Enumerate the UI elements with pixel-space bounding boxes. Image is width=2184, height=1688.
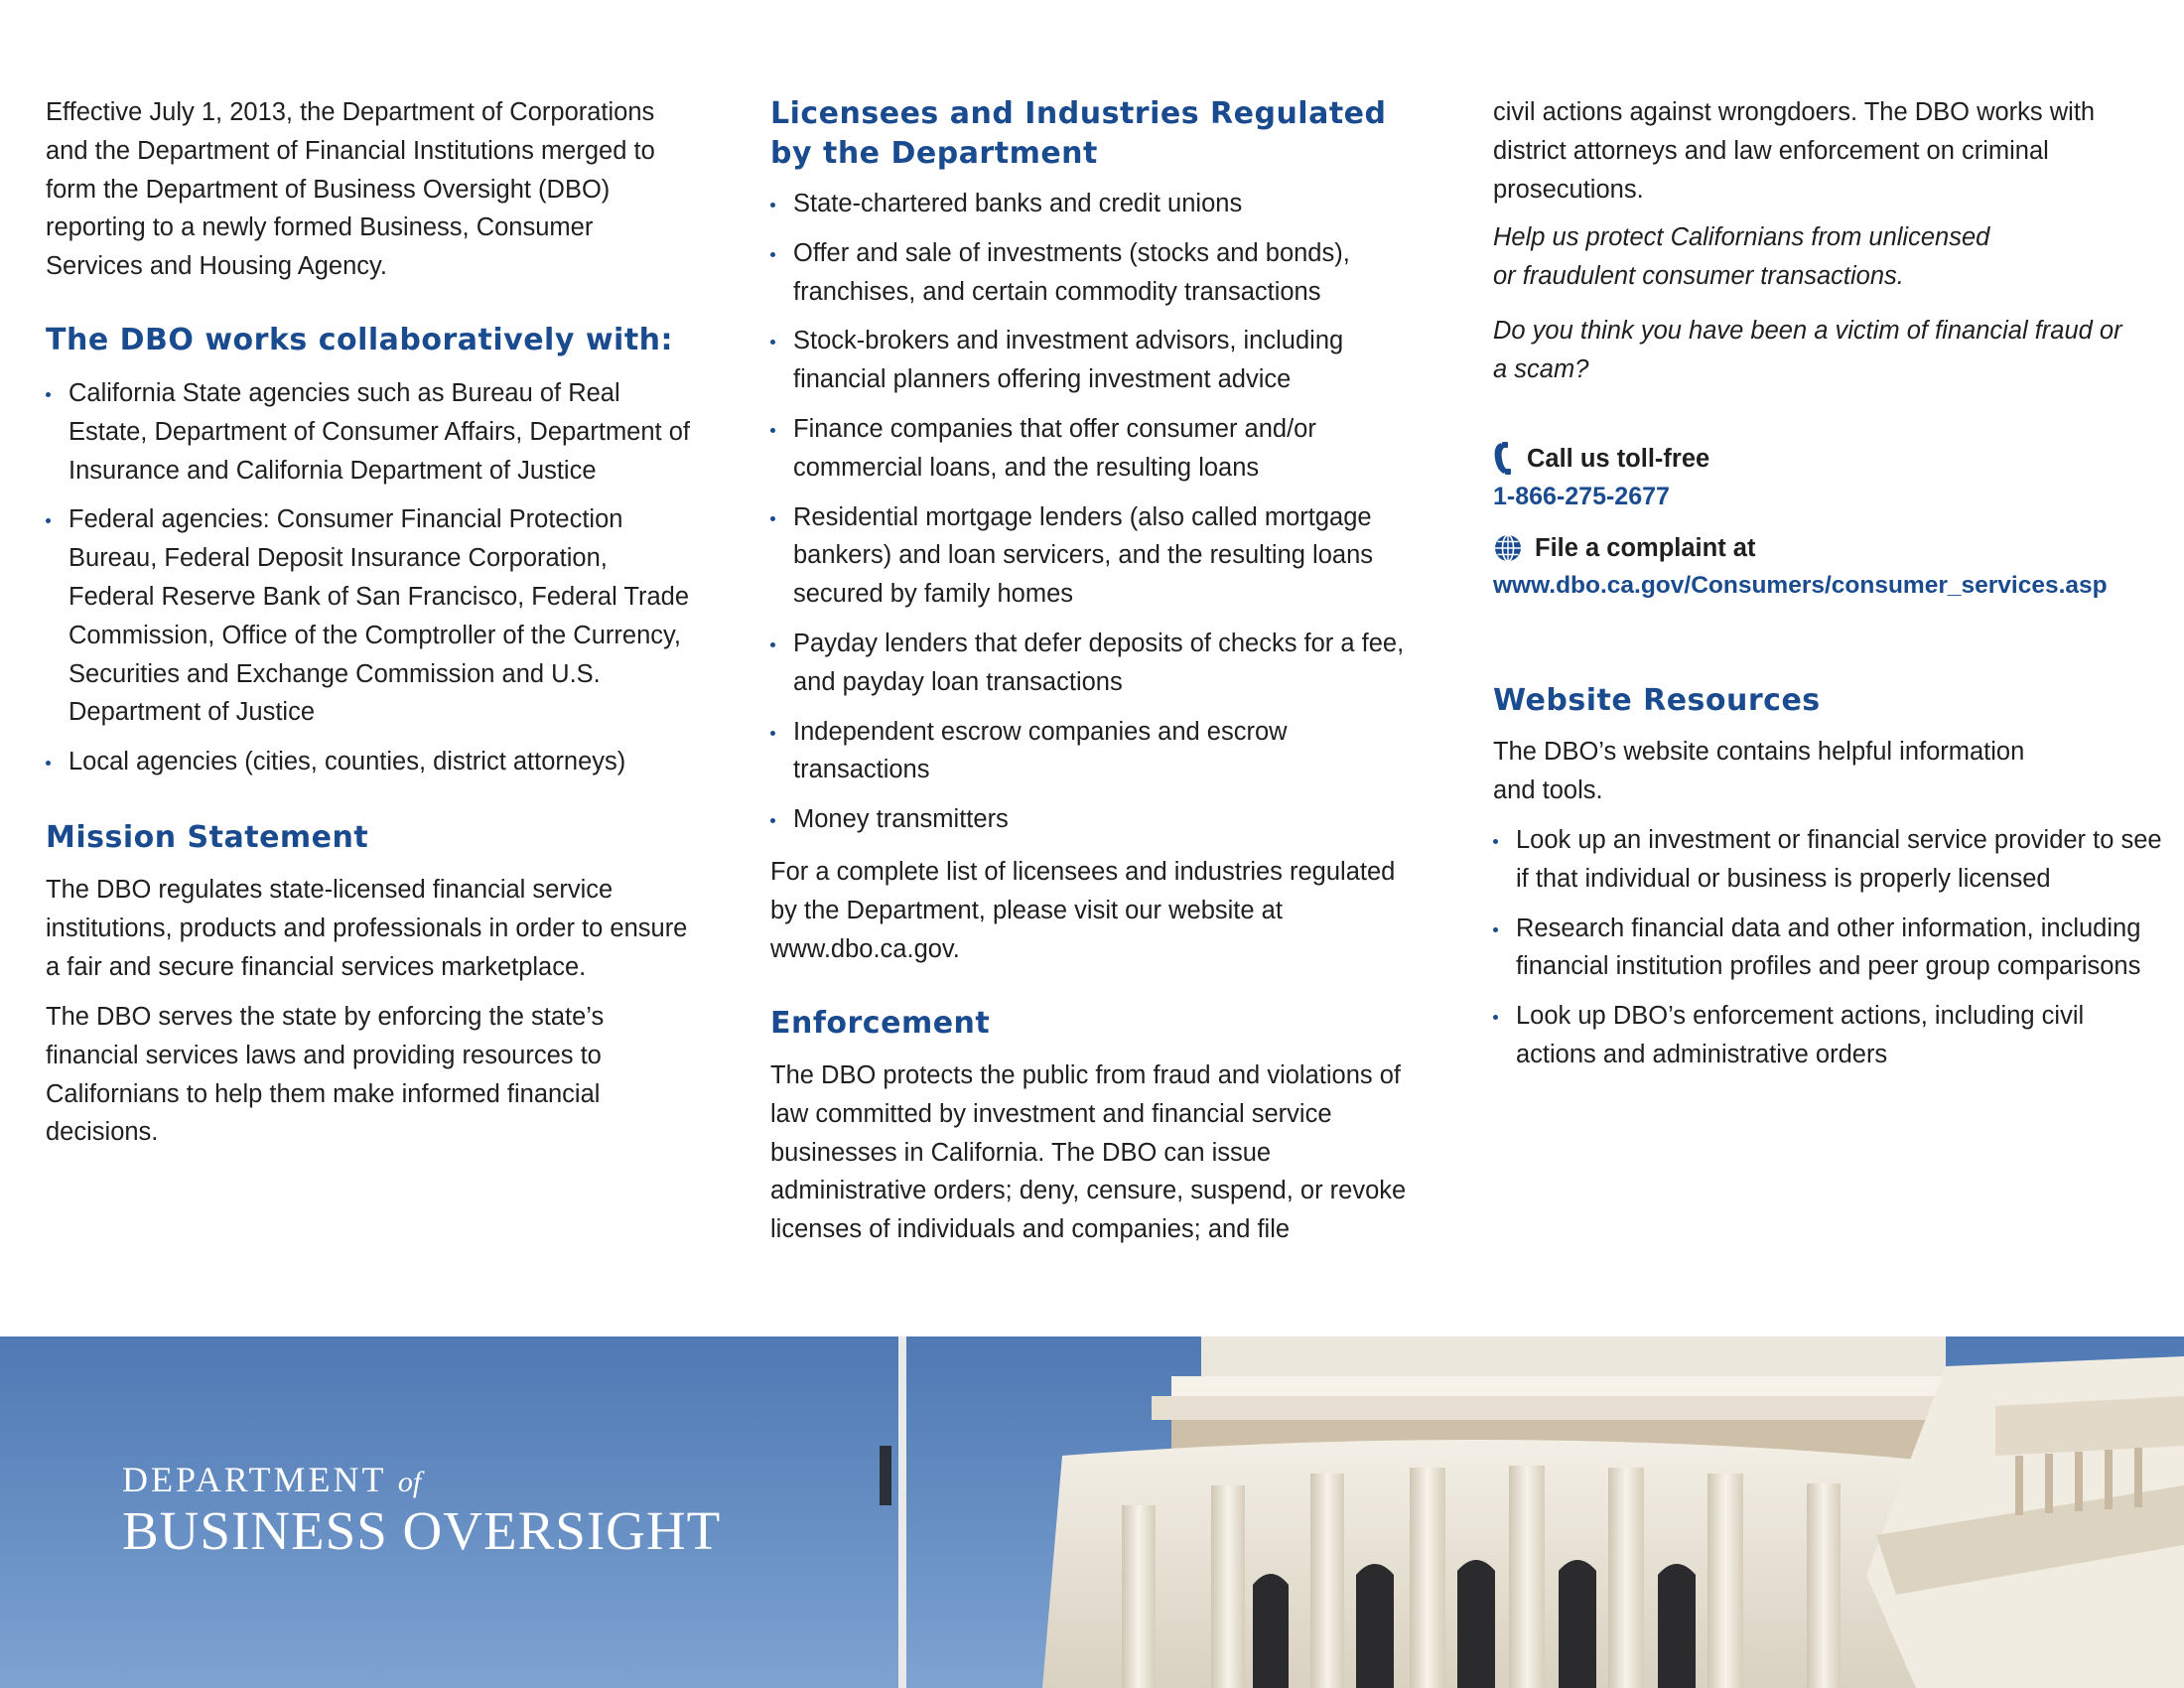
- list-item: Federal agencies: Consumer Financial Protection Bureau, Federal Deposit Insurance Corporation, Federal Reserve Bank of San Francisco, Federal Trade Commission, Office of the Comptroller of the Currency, Securities and Exchange Commission and U.S. Department of Justice: [46, 500, 691, 732]
- logo-line-1: DEPARTMENT of: [122, 1460, 422, 1499]
- phone-number[interactable]: 1-866-275-2677: [1493, 483, 1670, 510]
- logo-line-2: BUSINESS OVERSIGHT: [122, 1500, 722, 1561]
- list-item: Research financial data and other information, including financial institution profiles and peer group comparisons: [1493, 910, 2168, 987]
- licensees-note: For a complete list of licensees and industries regulated by the Department, please visit our website at www.dbo.ca.gov.: [770, 858, 1396, 963]
- list-item: Stock-brokers and investment advisors, including financial planners offering investment advice: [770, 322, 1422, 399]
- complaint-block: [1493, 529, 2108, 605]
- licensees-list: [770, 185, 1422, 850]
- mission-paragraph-1: The DBO regulates state-licensed financial service institutions, products and professionals in order to ensure a fair and secure financial services marketplace.: [46, 876, 688, 981]
- call-line: [1493, 440, 1709, 478]
- call-label: Call us toll-free: [1527, 445, 1710, 473]
- list-item: Local agencies (cities, counties, district attorneys): [46, 743, 691, 781]
- list-item: Offer and sale of investments (stocks and bonds), franchises, and certain commodity transactions: [770, 234, 1422, 312]
- website-list: [1493, 821, 2168, 1085]
- enforcement-continued: civil actions against wrongdoers. The DBO works with district attorneys and law enforcement on criminal prosecutions.: [1493, 98, 2096, 204]
- call-block: [1493, 440, 1709, 515]
- list-item: California State agencies such as Bureau of Real Estate, Department of Consumer Affairs, Department of Insurance and California Department of Justice: [46, 374, 691, 490]
- complaint-label: File a complaint at: [1535, 534, 1756, 562]
- globe-icon: [1493, 533, 1523, 563]
- list-item: Independent escrow companies and escrow transactions: [770, 713, 1422, 790]
- mission-paragraph-2: The DBO serves the state by enforcing the state’s financial services laws and providing resources to Californians to help them make informed financial decisions.: [46, 1003, 605, 1147]
- intro-paragraph: Effective July 1, 2013, the Department of Corporations and the Department of Financial Institutions merged to form the Department of Business Oversight (DBO) reporting to a newly formed Business, Consumer Services and Housing Agency.: [46, 98, 655, 281]
- complaint-url[interactable]: www.dbo.ca.gov/Consumers/consumer_services.asp: [1493, 572, 2108, 599]
- dbo-logo: [122, 1460, 721, 1560]
- list-item: Finance companies that offer consumer and/or commercial loans, and the resulting loans: [770, 410, 1422, 488]
- list-item: Look up DBO’s enforcement actions, including civil actions and administrative orders: [1493, 997, 2168, 1074]
- licensees-heading: Licensees and Industries Regulated by the Department: [770, 96, 1387, 171]
- list-item: Look up an investment or financial service provider to see if that individual or business is properly licensed: [1493, 821, 2168, 899]
- list-item: Money transmitters: [770, 800, 1422, 839]
- list-item: Payday lenders that defer deposits of checks for a fee, and payday loan transactions: [770, 625, 1422, 702]
- list-item: State-chartered banks and credit unions: [770, 185, 1422, 223]
- mission-heading: Mission Statement: [46, 820, 369, 855]
- help-text: Help us protect Californians from unlicensed or fraudulent consumer transactions.: [1493, 223, 1990, 290]
- website-intro: The DBO’s website contains helpful information and tools.: [1493, 738, 2025, 804]
- enforcement-paragraph: The DBO protects the public from fraud and violations of law committed by investment and financial service businesses in California. The DBO can issue administrative orders; deny, censure, suspend, or revoke licenses of individuals and companies; and file: [770, 1061, 1407, 1244]
- phone-icon: [1493, 442, 1515, 476]
- collab-list: [46, 374, 691, 792]
- complaint-line: [1493, 529, 2108, 567]
- list-item: Residential mortgage lenders (also called mortgage bankers) and loan servicers, and the resulting loans secured by family homes: [770, 498, 1422, 614]
- collab-heading: The DBO works collaboratively with:: [46, 323, 674, 357]
- victim-question: Do you think you have been a victim of financial fraud or a scam?: [1493, 317, 2122, 383]
- website-resources-heading: Website Resources: [1493, 683, 1821, 718]
- enforcement-heading: Enforcement: [770, 1006, 991, 1041]
